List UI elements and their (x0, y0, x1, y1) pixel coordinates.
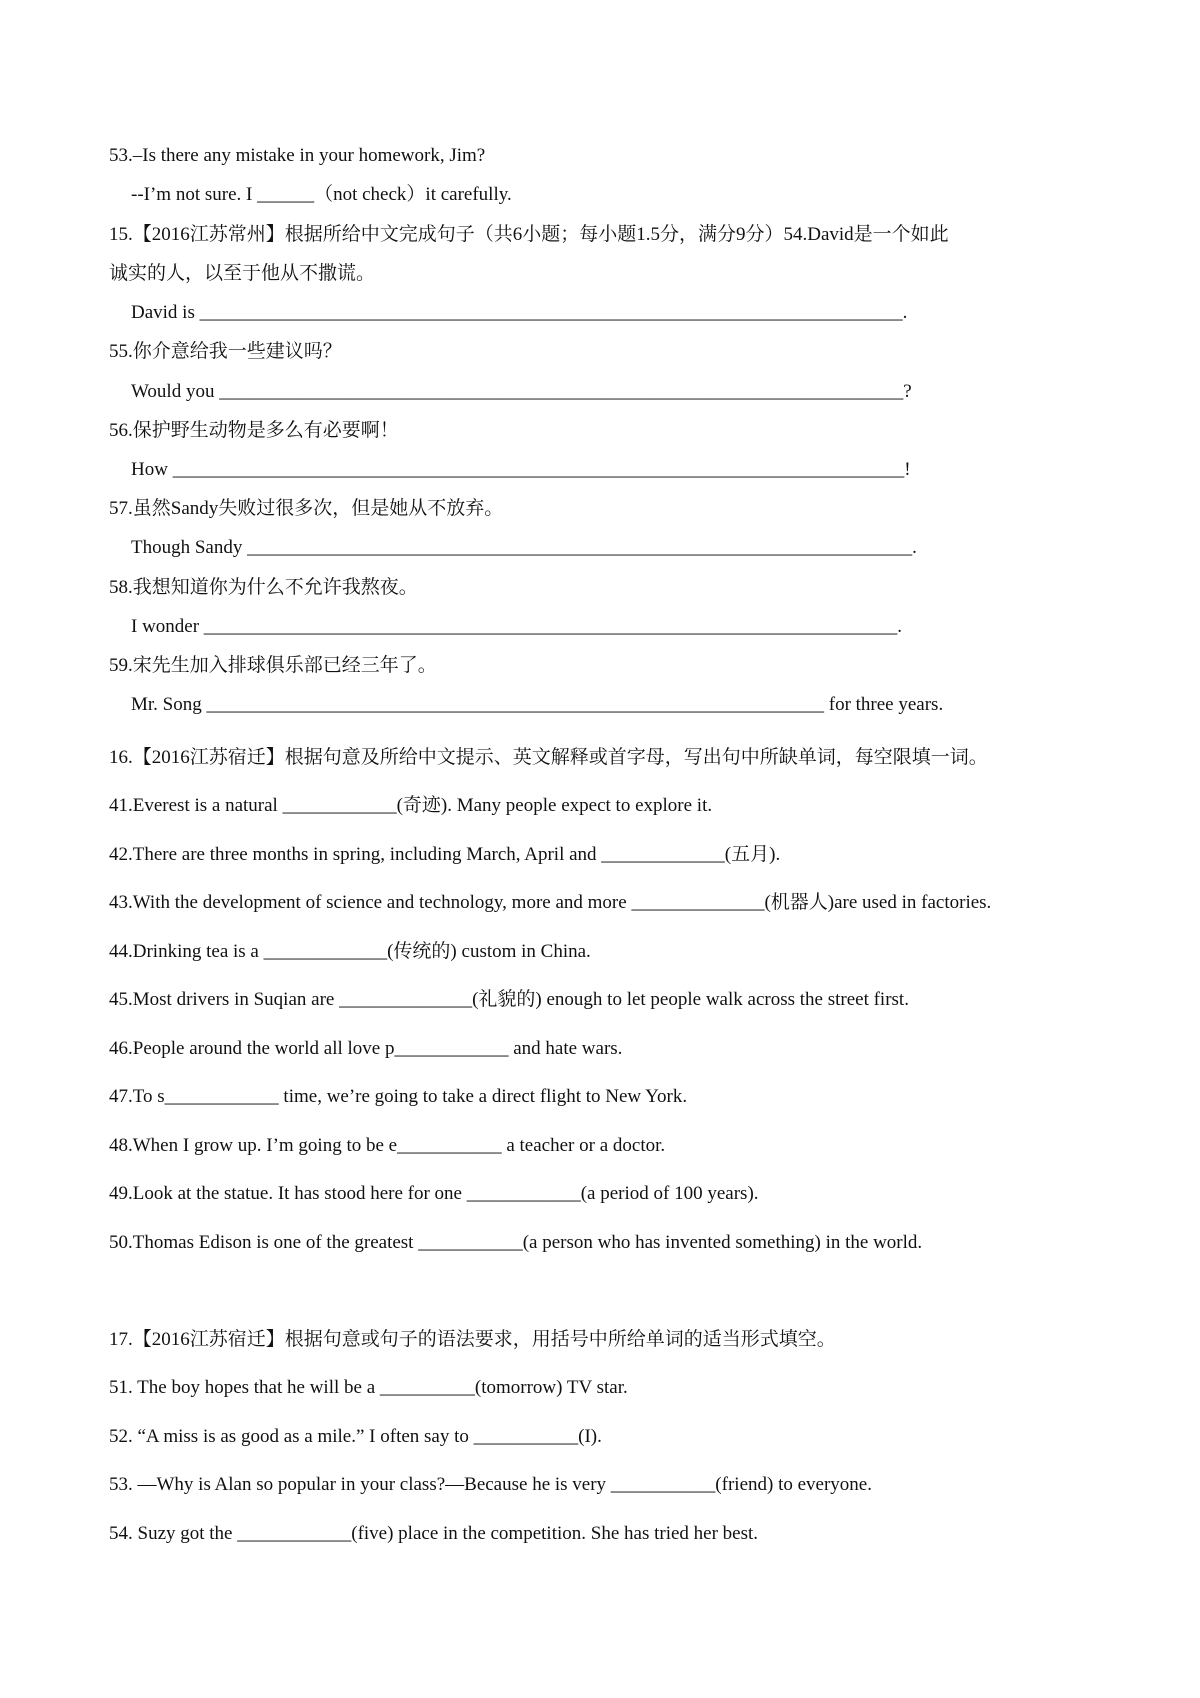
question-48: 48.When I grow up. I’m going to be e___________ a teacher or a doctor. (109, 1135, 666, 1156)
question-59-blank: Mr. Song _________________________________________________________________ for three years. (131, 694, 944, 715)
question-56-blank: How _____________________________________________________________________________! (131, 459, 911, 480)
question-43: 43.With the development of science and technology, more and more ______________(机器人)are used in factories. (109, 892, 992, 913)
question-58-prompt: 58.我想知道你为什么不允许我熬夜。 (109, 577, 418, 598)
section-15-heading-cont: 诚实的人，以至于他从不撒谎。 (109, 263, 376, 284)
section-16-heading: 16.【2016江苏宿迁】根据句意及所给中文提示、英文解释或首字母，写出句中所缺单词，每空限填一词。 (109, 747, 988, 768)
question-53b: 53. —Why is Alan so popular in your class?—Because he is very ___________(friend) to everyone. (109, 1474, 872, 1495)
question-51: 51. The boy hopes that he will be a __________(tomorrow) TV star. (109, 1377, 628, 1398)
question-57-prompt: 57.虽然Sandy失败过很多次，但是她从不放弃。 (109, 498, 504, 519)
question-54b: 54. Suzy got the ____________(five) place in the competition. She has tried her best. (109, 1523, 759, 1544)
question-50: 50.Thomas Edison is one of the greatest ___________(a person who has invented something) in the world. (109, 1232, 923, 1253)
question-56-prompt: 56.保护野生动物是多么有必要啊！ (109, 420, 399, 441)
section-15-heading: 15.【2016江苏常州】根据所给中文完成句子（共6小题；每小题1.5分，满分9分）54.David是一个如此 (109, 224, 949, 245)
question-54-blank: David is __________________________________________________________________________. (131, 302, 908, 323)
question-57-blank: Though Sandy ______________________________________________________________________. (131, 537, 917, 558)
question-53-prompt: 53.–Is there any mistake in your homework, Jim? (109, 145, 486, 166)
question-45: 45.Most drivers in Suqian are ______________(礼貌的) enough to let people walk across the street first. (109, 989, 909, 1010)
question-53-answer: --I’m not sure. I ______（not check）it carefully. (131, 184, 512, 205)
question-52: 52. “A miss is as good as a mile.” I often say to ___________(I). (109, 1426, 602, 1447)
question-49: 49.Look at the statue. It has stood here for one ____________(a period of 100 years). (109, 1183, 759, 1204)
question-41: 41.Everest is a natural ____________(奇迹). Many people expect to explore it. (109, 795, 713, 816)
question-58-blank: I wonder _________________________________________________________________________. (131, 616, 903, 637)
question-47: 47.To s____________ time, we’re going to take a direct flight to New York. (109, 1086, 688, 1107)
question-55-prompt: 55.你介意给我一些建议吗？ (109, 341, 342, 362)
section-17-heading: 17.【2016江苏宿迁】根据句意或句子的语法要求，用括号中所给单词的适当形式填空。 (109, 1329, 836, 1350)
question-55-blank: Would you ________________________________________________________________________? (131, 381, 912, 402)
question-46: 46.People around the world all love p____________ and hate wars. (109, 1038, 623, 1059)
question-42: 42.There are three months in spring, including March, April and _____________(五月). (109, 844, 781, 865)
question-59-prompt: 59.宋先生加入排球俱乐部已经三年了。 (109, 655, 437, 676)
question-44: 44.Drinking tea is a _____________(传统的) custom in China. (109, 941, 591, 962)
